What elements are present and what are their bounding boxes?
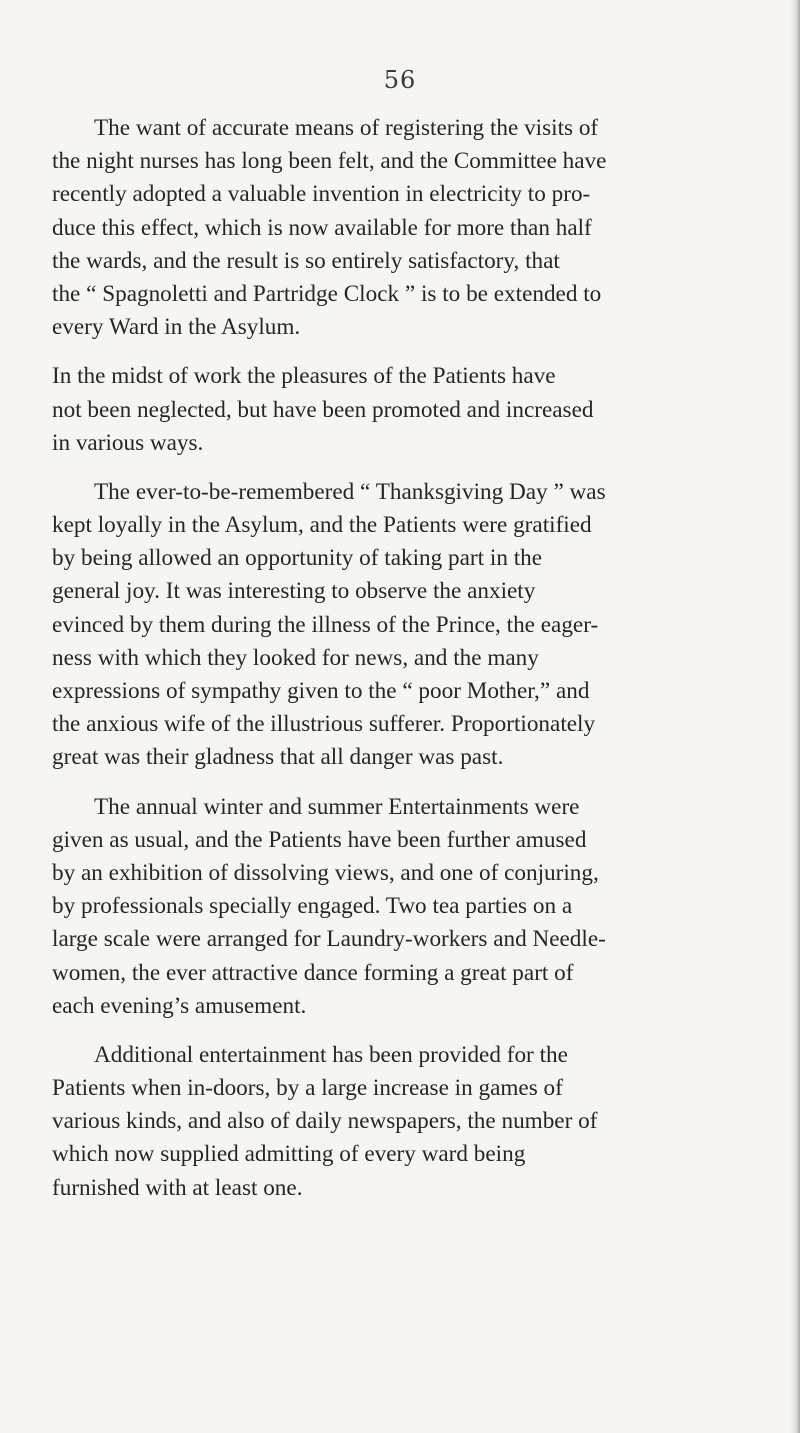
text-line: expressions of sympathy given to the “ poor Mother,” and <box>52 678 590 704</box>
text-line: In the midst of work the pleasures of the Patients have <box>52 363 556 390</box>
text-line: the night nurses has long been felt, and the Committee have <box>52 148 607 175</box>
text-line: the wards, and the result is so entirely satisfactory, that <box>52 247 560 274</box>
text-line: kept loyally in the Asylum, and the Patients were gratified <box>52 512 592 539</box>
text-line: ness with which they looked for news, and the many <box>52 644 539 671</box>
text-line: not been neglected, but have been promoted and increased <box>52 396 594 423</box>
text-line: The want of accurate means of registering the visits of <box>94 115 599 141</box>
text-line: furnished with at least one. <box>52 1174 303 1201</box>
text-line: given as usual, and the Patients have been further amused <box>52 826 587 853</box>
body-text <box>52 112 800 1221</box>
text-line: general joy. It was interesting to observe the anxiety <box>52 578 536 605</box>
text-line: The annual winter and summer Entertainments were <box>94 793 580 820</box>
text-line: great was their gladness that all danger was past. <box>52 744 504 771</box>
text-line: Patients when in-doors, by a large increase in games of <box>52 1075 563 1102</box>
text-line: various kinds, and also of daily newspapers, the number of <box>52 1108 598 1135</box>
text-line: the anxious wife of the illustrious sufferer. Proportionately <box>52 711 596 738</box>
paragraph-additional-entertainment <box>52 1039 800 1205</box>
page-number: 56 <box>383 66 417 94</box>
text-line: by professionals specially engaged. Two tea parties on a <box>52 893 573 920</box>
text-line: in various ways. <box>52 429 204 456</box>
text-line: recently adopted a valuable invention in electricity to pro- <box>52 181 591 208</box>
text-line: by being allowed an opportunity of taking part in the <box>52 545 543 572</box>
text-line: the “ Spagnoletti and Partridge Clock ” is to be extended to <box>52 280 602 307</box>
text-line: by an exhibition of dissolving views, and one of conjuring, <box>52 859 599 886</box>
paragraph-pleasures <box>52 360 800 460</box>
text-line: which now supplied admitting of every ward being <box>52 1141 526 1168</box>
text-line: women, the ever attractive dance forming a great part of <box>52 959 574 986</box>
paragraph-thanksgiving <box>52 476 800 775</box>
text-line: each evening’s amusement. <box>52 992 307 1019</box>
text-line: large scale were arranged for Laundry-workers and Needle- <box>52 926 606 953</box>
text-line: Additional entertainment has been provided for the <box>94 1041 568 1068</box>
paragraph-night-nurses <box>52 112 800 344</box>
text-line: The ever-to-be-remembered “ Thanksgiving Day ” was <box>94 478 606 505</box>
text-line: evinced by them during the illness of the Prince, the eager- <box>52 611 599 638</box>
text-line: every Ward in the Asylum. <box>52 314 301 341</box>
text-line: duce this effect, which is now available for more than half <box>52 214 592 241</box>
paragraph-entertainments <box>52 791 800 1023</box>
